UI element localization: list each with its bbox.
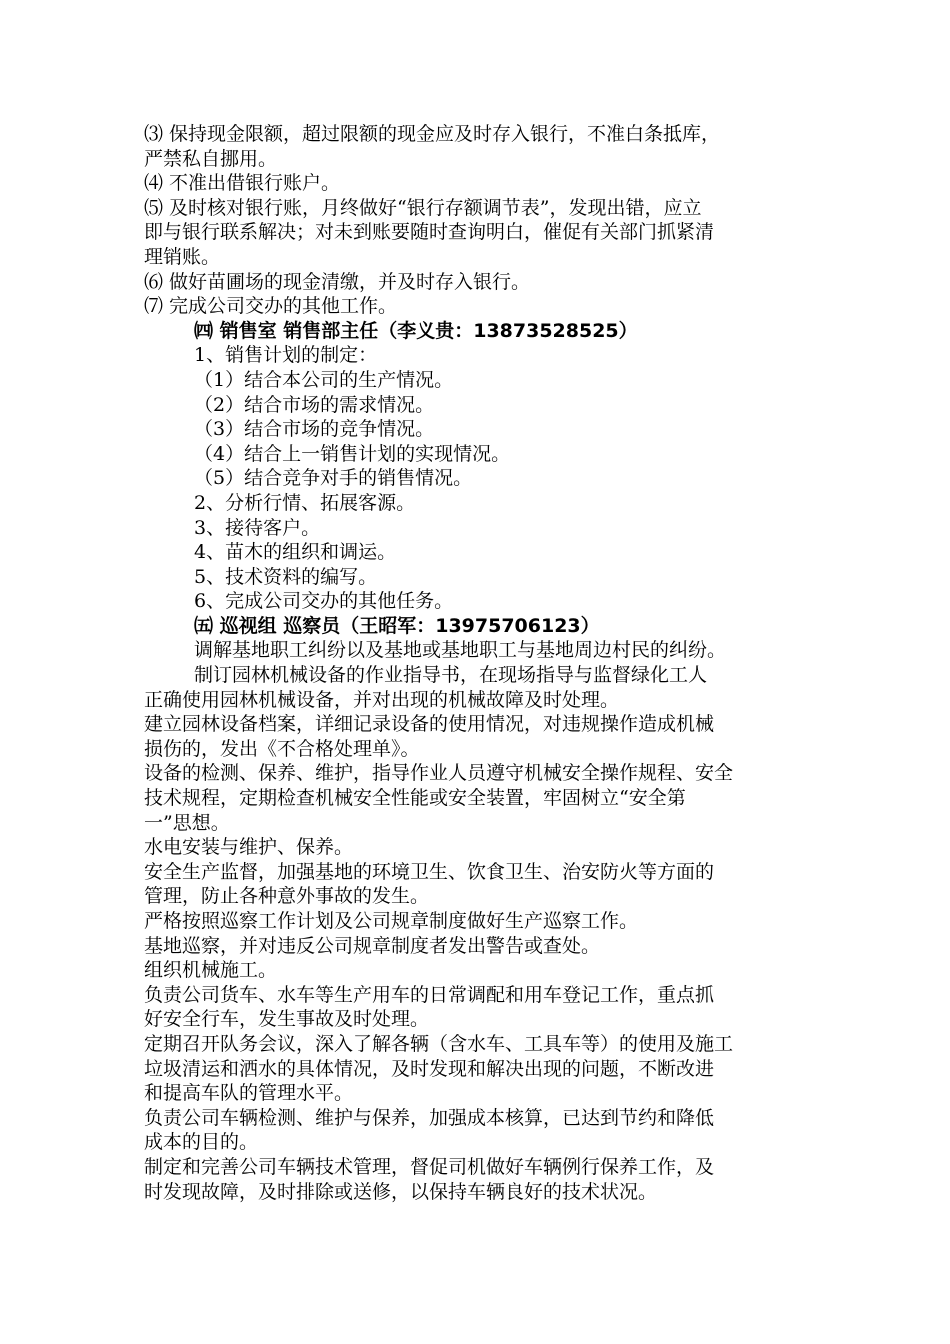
text-line: ⑶ 保持现金限额，超过限额的现金应及时存入银行，不准白条抵库， (144, 123, 721, 145)
text-line: 好安全行车，发生事故及时处理。 (144, 1008, 430, 1031)
text-line: 和提高车队的管理水平。 (144, 1082, 354, 1105)
text-line: 调解基地职工纠纷以及基地或基地职工与基地周边村民的纠纷。 (194, 639, 727, 662)
text-line: 水电安装与维护、保养。 (144, 836, 354, 859)
section-heading: ㈤ 巡视组 巡察员（王昭军：13975706123） (194, 614, 600, 637)
text-line: 技术规程，定期检查机械安全性能或安全装置，牢固树立“安全第 (144, 787, 686, 810)
text-line: 严禁私自挪用。 (144, 147, 278, 170)
text-line: （5）结合竞争对手的销售情况。 (194, 467, 473, 490)
section-heading: ㈣ 销售室 销售部主任（李义贵：13873528525） (194, 319, 638, 342)
text-line: 3、接待客户。 (194, 516, 321, 539)
text-line: 4、苗木的组织和调运。 (194, 541, 397, 564)
text-line: 损伤的，发出《不合格处理单》。 (144, 737, 420, 760)
text-line: 组织机械施工。 (144, 959, 278, 982)
text-line: 一”思想。 (144, 811, 230, 834)
text-line: （3）结合市场的竞争情况。 (194, 418, 435, 441)
document-body (144, 122, 812, 1204)
text-line: （4）结合上一销售计划的实现情况。 (194, 442, 511, 465)
text-line: 5、技术资料的编写。 (194, 565, 378, 588)
text-line: 定期召开队务会议，深入了解各辆（含水车、工具车等）的使用及施工 (144, 1032, 734, 1055)
text-line: 1、销售计划的制定： (194, 344, 378, 367)
text-line: 即与银行联系解决；对未到账要随时查询明白，催促有关部门抓紧清 (144, 221, 715, 244)
text-line: 严格按照巡察工作计划及公司规章制度做好生产巡察工作。 (144, 910, 639, 932)
text-line: （1）结合本公司的生产情况。 (194, 368, 454, 391)
text-line: 制定和完善公司车辆技术管理，督促司机做好车辆例行保养工作，及 (144, 1155, 715, 1178)
text-line: 2、分析行情、拓展客源。 (194, 491, 416, 514)
text-line: ⑺ 完成公司交办的其他工作。 (144, 295, 398, 318)
text-line: ⑷ 不准出借银行账户。 (144, 172, 341, 195)
text-line: 垃圾清运和洒水的具体情况，及时发现和解决出现的问题，不断改进 (144, 1057, 715, 1080)
text-line: 时发现故障，及时排除或送修，以保持车辆良好的技术状况。 (144, 1180, 658, 1203)
text-line: 6、完成公司交办的其他任务。 (194, 590, 454, 613)
text-line: ⑹ 做好苗圃场的现金清缴，并及时存入银行。 (144, 270, 531, 293)
text-line: 建立园林设备档案，详细记录设备的使用情况，对违规操作造成机械 (144, 713, 715, 736)
text-line: 安全生产监督，加强基地的环境卫生、饮食卫生、治安防火等方面的 (144, 860, 715, 883)
text-line: 成本的目的。 (144, 1131, 259, 1154)
text-line: 正确使用园林机械设备，并对出现的机械故障及时处理。 (144, 688, 620, 711)
text-line: 基地巡察，并对违反公司规章制度者发出警告或查处。 (144, 934, 601, 957)
text-line: 制订园林机械设备的作业指导书，在现场指导与监督绿化工人 (194, 664, 708, 687)
text-line: ⑸ 及时核对银行账，月终做好“银行存额调节表”，发现出错，应立 (144, 196, 702, 219)
text-line: 负责公司车辆检测、维护与保养，加强成本核算，已达到节约和降低 (144, 1106, 715, 1129)
text-line: 负责公司货车、水车等生产用车的日常调配和用车登记工作，重点抓 (144, 983, 715, 1006)
text-line: 理销账。 (144, 245, 221, 268)
text-line: （2）结合市场的需求情况。 (194, 393, 435, 416)
text-line: 设备的检测、保养、维护，指导作业人员遵守机械安全操作规程、安全 (144, 762, 734, 785)
text-line: 管理，防止各种意外事故的发生。 (144, 885, 430, 908)
